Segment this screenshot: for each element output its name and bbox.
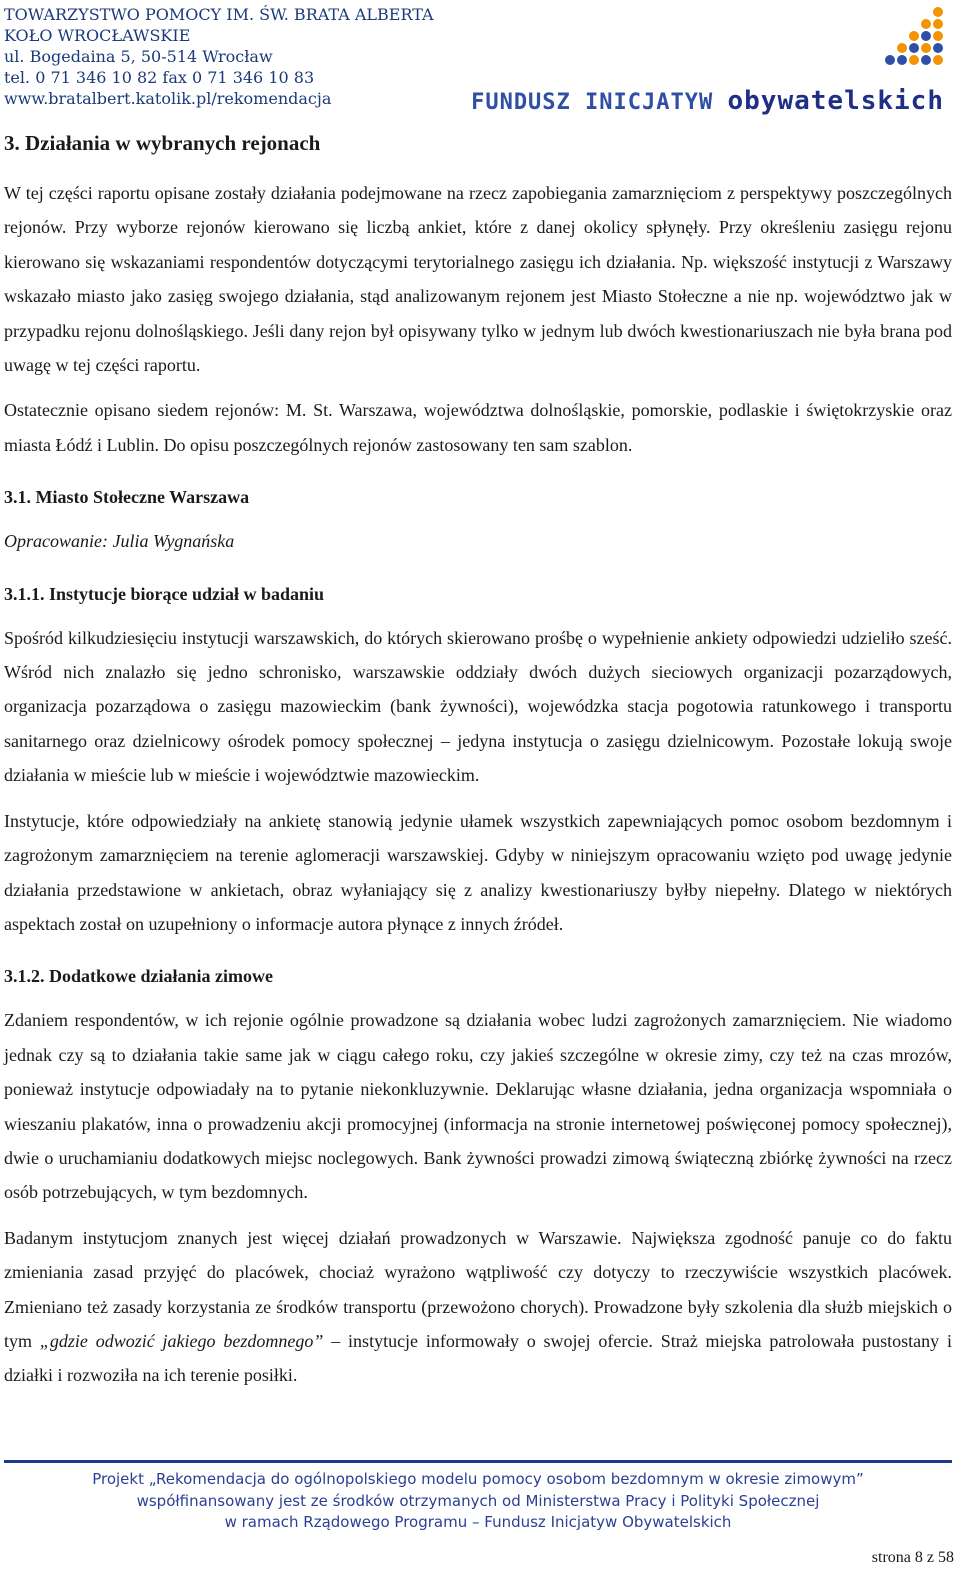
- org-branch: KOŁO WROCŁAWSKIE: [4, 26, 191, 45]
- footer-project-info: [4, 1469, 952, 1534]
- page-header: [4, 4, 956, 116]
- page-number: strona 8 z 58: [871, 1549, 954, 1566]
- logo-text-secondary: obywatelskich: [727, 86, 944, 116]
- quote: „gdzie odwozić jakiego bezdomnego”: [39, 1330, 324, 1351]
- org-website: www.bratalbert.katolik.pl/rekomendacja: [4, 89, 332, 108]
- subsection-title: 3.1.2. Dodatkowe działania zimowe: [4, 966, 273, 987]
- paragraph: Ostatecznie opisano siedem rejonów: M. St. Warszawa, województwa dolnośląskie, pomorskie, podlaskie i świętokrzyskie oraz miasta Łódź i Lublin. Do opisu poszczególnych rejonów zastosowany ten sam szablon.: [4, 400, 952, 455]
- paragraph-text: Badanym instytucjom znanych jest więcej działań prowadzonych w Warszawie. Największa zgodność panuje co do faktu zmieniania zasad przyjęć do placówek, chociaż wyrażono wątpliwość czy dotyczy to rzeczywiście wszystkich placówek. Zmieniano też zasady korzystania ze środków transportu (przewożono chorych). Prowadzone były szkolenia dla służb miejskich o tym: [4, 1227, 952, 1351]
- paragraph: Instytucje, które odpowiedziały na ankietę stanowią jedynie ułamek wszystkich zapewniających pomoc osobom bezdomnym i zagrożonym zamarznięciem na terenie aglomeracji warszawskiej. Gdyby w niniejszym opracowaniu wzięto pod uwagę jedynie działania przedstawione w ankietach, obraz wyłaniający się z analizy kwestionariuszy byłby niepełny. Dlatego w niektórych aspektach został on uzupełniony o informacje autora płynące z innych źródeł.: [4, 810, 952, 934]
- subsection-title: 3.1. Miasto Stołeczne Warszawa: [4, 487, 250, 508]
- page-footer: [4, 1460, 952, 1534]
- document-body: [4, 126, 952, 1404]
- org-phone: tel. 0 71 346 10 82 fax 0 71 346 10 83: [4, 68, 315, 87]
- footer-line-3: w ramach Rządowego Programu – Fundusz Inicjatyw Obywatelskich: [224, 1513, 732, 1531]
- section-title: 3. Działania w wybranych rejonach: [4, 131, 321, 155]
- logo-dots-icon: [882, 6, 948, 74]
- organization-info: [4, 4, 434, 109]
- paragraph-text: – instytucje informowały o swojej ofercie. Straż miejska patrolowała pustostany i działki i rozwoziła na ich terenie posiłki.: [4, 1330, 953, 1386]
- author-line: Opracowanie: Julia Wygnańska: [4, 531, 235, 552]
- paragraph: Spośród kilkudziesięciu instytucji warszawskich, do których skierowano prośbę o wypełnienie ankiety odpowiedzi udzieliło sześć. Wśród nich znalazło się jedno schronisko, warszawskie oddziały dwóch dużych sieciowych organizacji pozarządowych, organizacja pozarządowa o zasięgu mazowieckim (bank żywności), wojewódzka stacja pogotowia ratunkowego i transportu sanitarnego oraz dzielnicowy ośrodek pomocy społecznej – jedyna instytucja o zasięgu dzielnicowym. Pozostałe lokują swoje działania w mieście lub w mieście i województwie mazowieckim.: [4, 627, 952, 786]
- paragraph: W tej części raportu opisane zostały działania podejmowane na rzecz zapobiegania zamarznięciom z perspektywy poszczególnych rejonów. Przy wyborze rejonów kierowano się liczbą ankiet, które z danej okolicy spłynęły. Przy określeniu zasięgu rejonu kierowano się wskazaniami respondentów dotyczącymi terytorialnego zasięgu ich działania. Np. większość instytucji z Warszawy wskazało miasto jako zasięg swojego działania, stąd analizowanym rejonem jest Miasto Stołeczne a nie np. województwo jak w przypadku rejonu dolnośląskiego. Jeśli dany rejon był opisywany tylko w jednym lub dwóch kwestionariuszach nie była brana pod uwagę w tej części raportu.: [4, 183, 952, 376]
- subsection-title: 3.1.1. Instytucje biorące udział w badaniu: [4, 583, 325, 604]
- paragraph: [4, 1221, 952, 1393]
- footer-line-2: współfinansowany jest ze środków otrzymanych od Ministerstwa Pracy i Polityki Społecznej: [136, 1491, 820, 1510]
- logo-text-primary: FUNDUSZ INICJATYW: [471, 90, 714, 115]
- footer-line-1: Projekt „Rekomendacja do ogólnopolskiego modelu pomocy osobom bezdomnym w okresie zimowym”: [92, 1470, 864, 1488]
- fio-logo: [428, 6, 948, 116]
- org-address: ul. Bogedaina 5, 50-514 Wrocław: [4, 47, 273, 66]
- org-name: TOWARZYSTWO POMOCY IM. ŚW. BRATA ALBERTA: [4, 5, 434, 24]
- footer-divider: [4, 1460, 952, 1463]
- logo-wordmark: [471, 86, 944, 116]
- paragraph: Zdaniem respondentów, w ich rejonie ogólnie prowadzone są działania wobec ludzi zagrożonych zamarznięciem. Nie wiadomo jednak czy są to działania takie same jak w ciągu całego roku, czy jakieś szczególne w okresie zimy, czy też na czas mrozów, ponieważ instytucje odpowiadały na to pytanie niekonkluzywnie. Deklarując własne działania, jedna organizacja wspomniała o wieszaniu plakatów, inna o prowadzeniu akcji promocyjnej (informacja na stronie internetowej poświęconej pomocy społecznej), dwie o uruchamianiu dodatkowych miejsc noclegowych. Bank żywności prowadzi zimową świąteczną zbiórkę żywności na rzecz osób potrzebujących, w tym bezdomnych.: [4, 1010, 952, 1203]
